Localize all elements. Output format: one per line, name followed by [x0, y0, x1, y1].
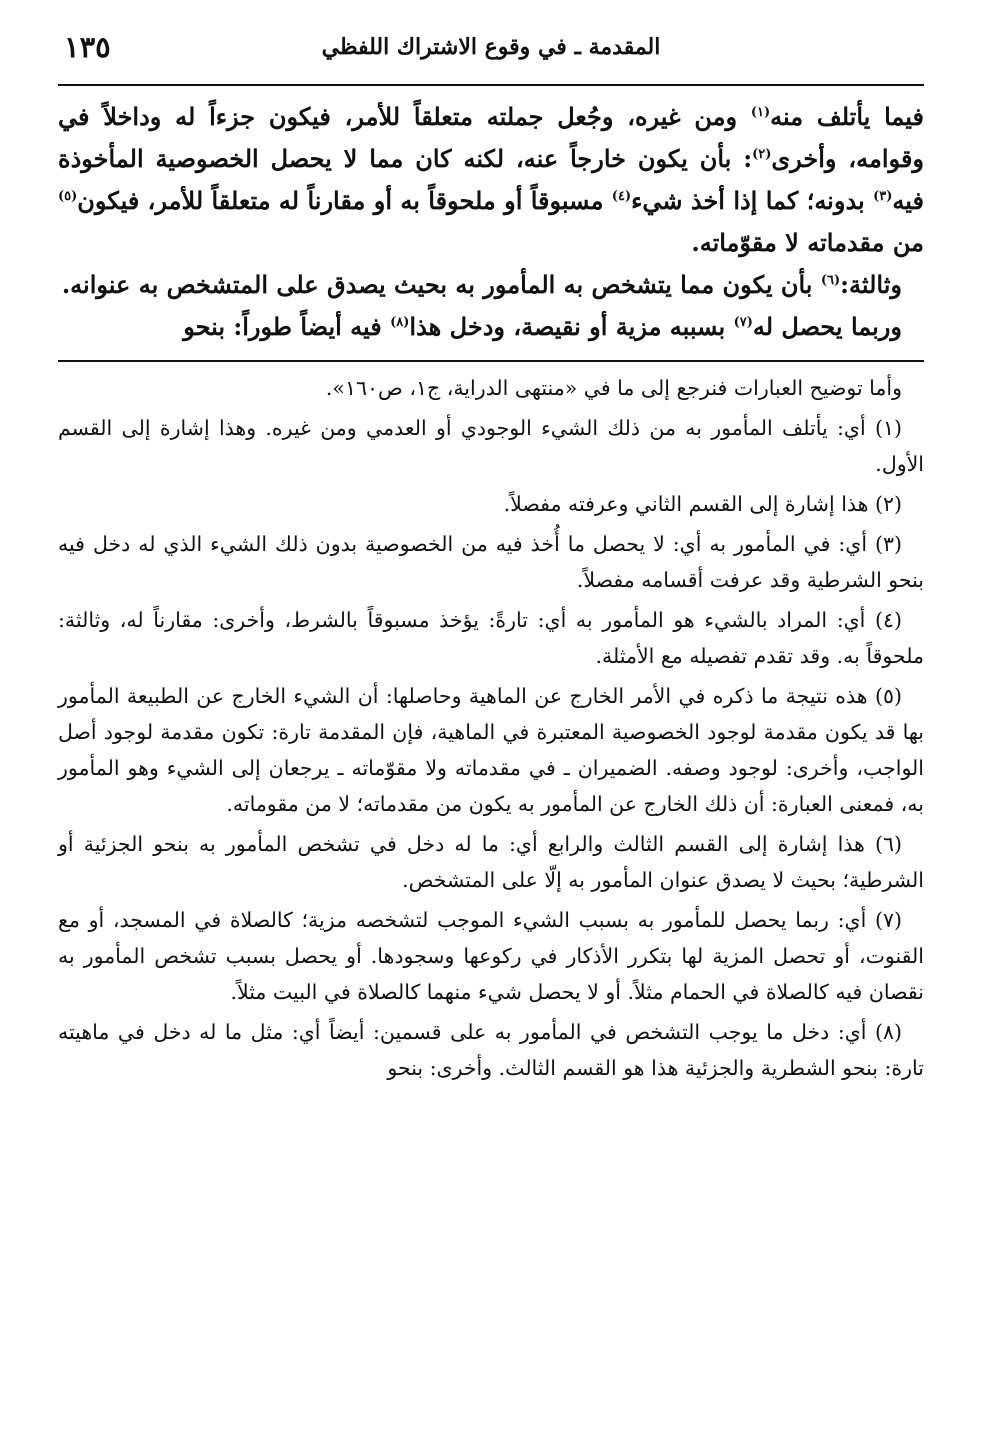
footnote-ref-5: (٥) [58, 189, 78, 204]
main-text-segment: بأن يكون مما يتشخص به المأمور به بحيث يصدق على المتشخص به عنوانه. [61, 270, 821, 299]
footnote-1: (١) أي: يأتلف المأمور به من ذلك الشيء الوجودي أو العدمي ومن غيره. وهذا إشارة إلى القسم الأول. [58, 416, 924, 476]
footnote-7: (٧) أي: ربما يحصل للمأمور به بسبب الشيء الموجب لتشخصه مزية؛ كالصلاة في المسجد، أو مع القنوت، أو تحصل المزية لها بتكرر الأذكار في ركوعها وسجودها. أو يحصل بسبب تشخص المأمور به نقصان فيه كالصلاة في الحمام مثلاً. أو لا يحصل شيء منهما كالصلاة في البيت مثلاً. [58, 908, 924, 1004]
main-text-segment: فيه أيضاً طوراً: بنحو [183, 312, 391, 341]
main-text-segment: ومن غيره، وجُعل جملته متعلقاً للأمر، فيكون جزءاً له وداخلاً في وقوامه، وأخرى [58, 102, 925, 173]
main-text-segment: من مقدماته لا مقوّماته. [691, 228, 924, 257]
footnote-ref-3: (٣) [873, 189, 893, 204]
main-text-segment: بدونه؛ كما إذا أخذ شيء [631, 186, 874, 215]
footnote-ref-1: (١) [750, 105, 771, 120]
footnote-ref-4: (٤) [611, 189, 632, 204]
footnotes [58, 370, 924, 1086]
footnote-6: (٦) هذا إشارة إلى القسم الثالث والرابع أي: ما له دخل في تشخص المأمور به بنحو الجزئية أو الشرطية؛ بحيث لا يصدق عنوان المأمور به إلّا على المتشخص. [58, 832, 924, 892]
footnote-5: (٥) هذه نتيجة ما ذكره في الأمر الخارج عن الماهية وحاصلها: أن الشيء الخارج عن الطبيعة المأمور بها قد يكون مقدمة لوجود الخصوصية المعتبرة في الماهية، فإن المقدمة تارة: تكون مقدمة لوجود أصل الواجب، وأخرى: لوجود وصفه. الضميران ـ في مقدماته ولا مقوّماته ـ يرجعان إلى الشيء وهو المأمور به، فمعنى العبارة: أن ذلك الخارج عن المأمور به يكون من مقدماته؛ لا من مقوماته. [58, 684, 924, 816]
main-paragraph-1 [58, 96, 924, 264]
main-text-segment: مسبوقاً أو ملحوقاً به أو مقارناً له متعلقاً للأمر، فيكون [77, 186, 612, 215]
footnote-3: (٣) أي: في المأمور به أي: لا يحصل ما أُخذ فيه من الخصوصية بدون ذلك الشيء الذي له دخل فيه بنحو الشرطية وقد عرفت أقسامه مفصلاً. [58, 532, 924, 592]
footnote-4: (٤) أي: المراد بالشيء هو المأمور به أي: تارةً: يؤخذ مسبوقاً بالشرط، وأخرى: مقارناً له، وثالثة: ملحوقاً به. وقد تقدم تفصيله مع الأمثلة. [58, 608, 924, 668]
main-text-segment: فيما يأتلف منه [770, 102, 924, 131]
main-text-segment: بسببه مزية أو نقيصة، ودخل هذا [409, 312, 734, 341]
main-paragraph-3 [58, 306, 924, 348]
running-title: المقدمة ـ في وقوع الاشتراك اللفظي [321, 34, 661, 60]
main-text [58, 96, 924, 348]
main-text-segment: : بأن يكون خارجاً عنه، لكنه كان مما لا يحصل الخصوصية المأخوذة فيه [58, 144, 924, 215]
footnote-ref-6: (٦) [820, 273, 841, 288]
footnote-8: (٨) أي: دخل ما يوجب التشخص في المأمور به على قسمين: أيضاً أي: مثل ما له دخل في ماهيته تارة: بنحو الشطرية والجزئية هذا هو القسم الثالث. وأخرى: بنحو [58, 1020, 924, 1080]
main-paragraph-2 [58, 264, 924, 306]
footnote-ref-2: (٢) [752, 147, 772, 162]
footnote-2: (٢) هذا إشارة إلى القسم الثاني وعرفته مفصلاً. [503, 492, 902, 516]
header-divider [58, 84, 924, 86]
footnote-ref-8: (٨) [390, 315, 410, 330]
book-page [58, 30, 924, 1090]
footnote-ref-7: (٧) [733, 315, 753, 330]
page-header [58, 30, 924, 80]
footnote-divider [58, 360, 924, 362]
footnotes-intro: وأما توضيح العبارات فنرجع إلى ما في «منتهى الدراية، ج١، ص١٦٠». [325, 376, 902, 400]
page-number: ١٣٥ [64, 30, 111, 64]
main-text-segment: وثالثة: [840, 270, 902, 299]
main-text-segment: وربما يحصل له [752, 312, 902, 341]
